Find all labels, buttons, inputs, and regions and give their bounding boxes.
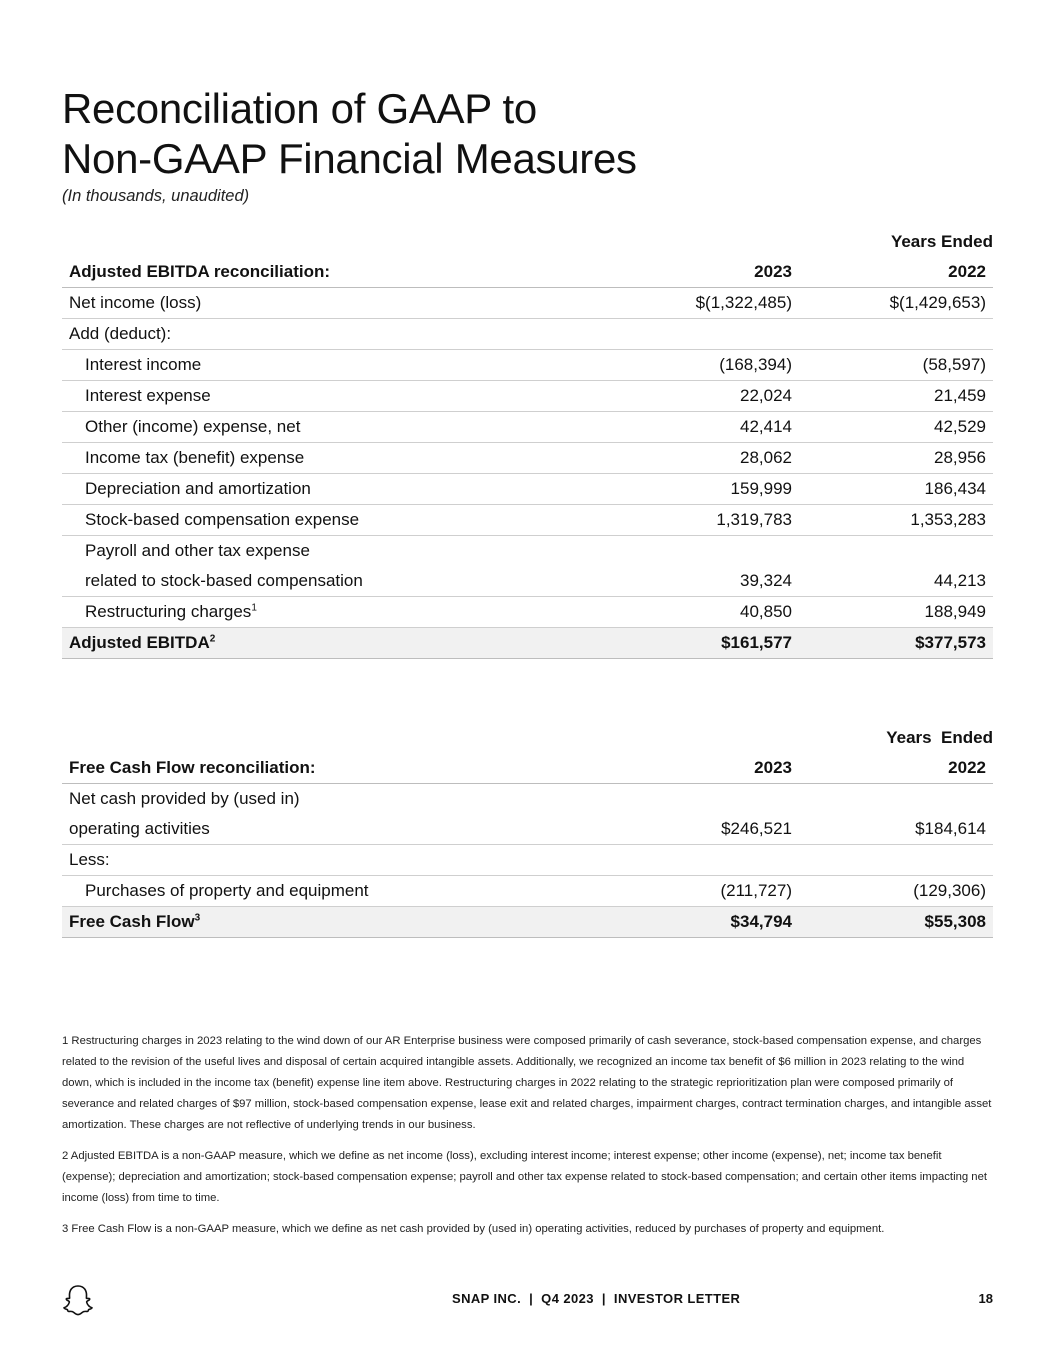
- subtitle: (In thousands, unaudited): [62, 187, 250, 205]
- value-2022: 44,213: [799, 566, 993, 597]
- total-row: [62, 907, 993, 938]
- row-label: Stock-based compensation expense: [62, 505, 605, 536]
- adjusted-ebitda-table: [62, 227, 993, 659]
- page-number: 18: [978, 1291, 993, 1306]
- value-2022: 186,434: [799, 474, 993, 505]
- value-2023: 40,850: [605, 597, 799, 628]
- value-2023: [605, 319, 799, 350]
- footnote-ref: 2: [209, 633, 216, 645]
- value-2023: (168,394): [605, 350, 799, 381]
- row-label: Net cash provided by (used in): [69, 789, 300, 808]
- value-2022: 28,956: [799, 443, 993, 474]
- column-header-2023: 2023: [605, 257, 799, 288]
- table-row: [62, 319, 993, 350]
- table-row: [62, 474, 993, 505]
- table-row: [62, 505, 993, 536]
- total-value-2023: $161,577: [605, 628, 799, 659]
- row-label: Net income (loss): [62, 288, 605, 319]
- row-label: Payroll and other tax expense: [85, 541, 310, 560]
- footnote-1: 1 Restructuring charges in 2023 relating to the wind down of our AR Enterprise business were composed primarily of cash severance, stock-based compensation expense, and charges related to the revision of the useful lives and disposal of certain acquired intangible assets. Additionally, we recognized an income tax benefit of $6 million in 2023 relating to the wind down, which is included in the income tax (benefit) expense line item above. Restructuring charges in 2022 relating to the strategic reprioritization plan were composed primarily of severance and related charges of $97 million, stock-based compensation expense, lease exit and related charges, impairment charges, contract termination charges, and intangible asset amortization. These charges are not reflective of underlying trends in our business.: [62, 1035, 992, 1131]
- free-cash-flow-table: [62, 723, 993, 938]
- table-row: [62, 412, 993, 443]
- table-header-label: Free Cash Flow reconciliation:: [62, 753, 605, 784]
- value-2023: 28,062: [605, 443, 799, 474]
- value-2023: 42,414: [605, 412, 799, 443]
- total-row: [62, 628, 993, 659]
- column-header-2022: 2022: [799, 257, 993, 288]
- row-label: Income tax (benefit) expense: [62, 443, 605, 474]
- table-row: [62, 784, 993, 815]
- value-2022: [799, 845, 993, 876]
- value-2022: [799, 536, 993, 567]
- row-label: Other (income) expense, net: [62, 412, 605, 443]
- total-label-with-footnote: [62, 628, 605, 659]
- value-2022: 42,529: [799, 412, 993, 443]
- footnote-2: 2 Adjusted EBITDA is a non-GAAP measure, which we define as net income (loss), excluding interest income; interest expense; other income (expense), net; income tax benefit (expense); depreciation and amortization; stock-based compensation expense; payroll and other tax expense related to stock-based compensation; and certain other items impacting net income (loss) from time to time.: [62, 1150, 987, 1204]
- table-row: [62, 288, 993, 319]
- value-2023: [605, 784, 799, 815]
- table-header-row: [62, 257, 993, 288]
- total-label: Free Cash Flow: [69, 912, 195, 931]
- table-row: [62, 566, 993, 597]
- years-ended-label: Years Ended: [886, 728, 993, 747]
- page-title: [62, 84, 962, 184]
- row-label: Depreciation and amortization: [62, 474, 605, 505]
- footer-text: SNAP INC. | Q4 2023 | INVESTOR LETTER: [452, 1291, 741, 1306]
- value-2022: [799, 319, 993, 350]
- value-2023: 159,999: [605, 474, 799, 505]
- value-2023: 39,324: [605, 566, 799, 597]
- row-label: Purchases of property and equipment: [62, 876, 605, 907]
- value-2023: 22,024: [605, 381, 799, 412]
- table-row: [62, 814, 993, 845]
- value-2022: 21,459: [799, 381, 993, 412]
- table-row: [62, 536, 993, 567]
- row-label-with-footnote: [62, 597, 605, 628]
- footnotes: [62, 1031, 997, 1250]
- total-value-2022: $55,308: [799, 907, 993, 938]
- value-2023: (211,727): [605, 876, 799, 907]
- table-row: [62, 350, 993, 381]
- table-header-label: Adjusted EBITDA reconciliation:: [62, 257, 605, 288]
- page-footer: [62, 1284, 993, 1318]
- row-label: Interest income: [62, 350, 605, 381]
- table-row: [62, 381, 993, 412]
- value-2022: $184,614: [799, 814, 993, 845]
- row-label: Restructuring charges: [85, 602, 252, 621]
- row-label: Less:: [62, 845, 605, 876]
- footnote-3: 3 Free Cash Flow is a non-GAAP measure, which we define as net cash provided by (used in) operating activities, reduced by purchases of property and equipment.: [62, 1223, 885, 1235]
- years-ended-row: [62, 227, 993, 257]
- table-row: [62, 845, 993, 876]
- years-ended-label: Years Ended: [890, 232, 993, 251]
- value-2022: [799, 784, 993, 815]
- table-row: [62, 597, 993, 628]
- years-ended-row: [62, 723, 993, 753]
- footnote-ref: 1: [251, 602, 257, 614]
- value-2023: $(1,322,485): [605, 288, 799, 319]
- value-2022: 188,949: [799, 597, 993, 628]
- value-2022: (129,306): [799, 876, 993, 907]
- snapchat-ghost-icon: [62, 1284, 94, 1318]
- value-2022: (58,597): [799, 350, 993, 381]
- value-2022: 1,353,283: [799, 505, 993, 536]
- title-line-1: Reconciliation of GAAP to: [62, 85, 537, 132]
- table-row: [62, 876, 993, 907]
- column-header-2023: 2023: [605, 753, 799, 784]
- table-header-row: [62, 753, 993, 784]
- value-2023: [605, 845, 799, 876]
- row-label: Add (deduct):: [62, 319, 605, 350]
- total-value-2022: $377,573: [799, 628, 993, 659]
- total-label-with-footnote: [62, 907, 605, 938]
- column-header-2022: 2022: [799, 753, 993, 784]
- table-row: [62, 443, 993, 474]
- title-line-2: Non-GAAP Financial Measures: [62, 135, 637, 182]
- total-label: Adjusted EBITDA: [69, 633, 210, 652]
- value-2022: $(1,429,653): [799, 288, 993, 319]
- total-value-2023: $34,794: [605, 907, 799, 938]
- value-2023: [605, 536, 799, 567]
- footnote-ref: 3: [194, 912, 201, 924]
- row-label: Interest expense: [62, 381, 605, 412]
- row-label: related to stock-based compensation: [62, 566, 605, 597]
- value-2023: 1,319,783: [605, 505, 799, 536]
- value-2023: $246,521: [605, 814, 799, 845]
- row-label: operating activities: [62, 814, 605, 845]
